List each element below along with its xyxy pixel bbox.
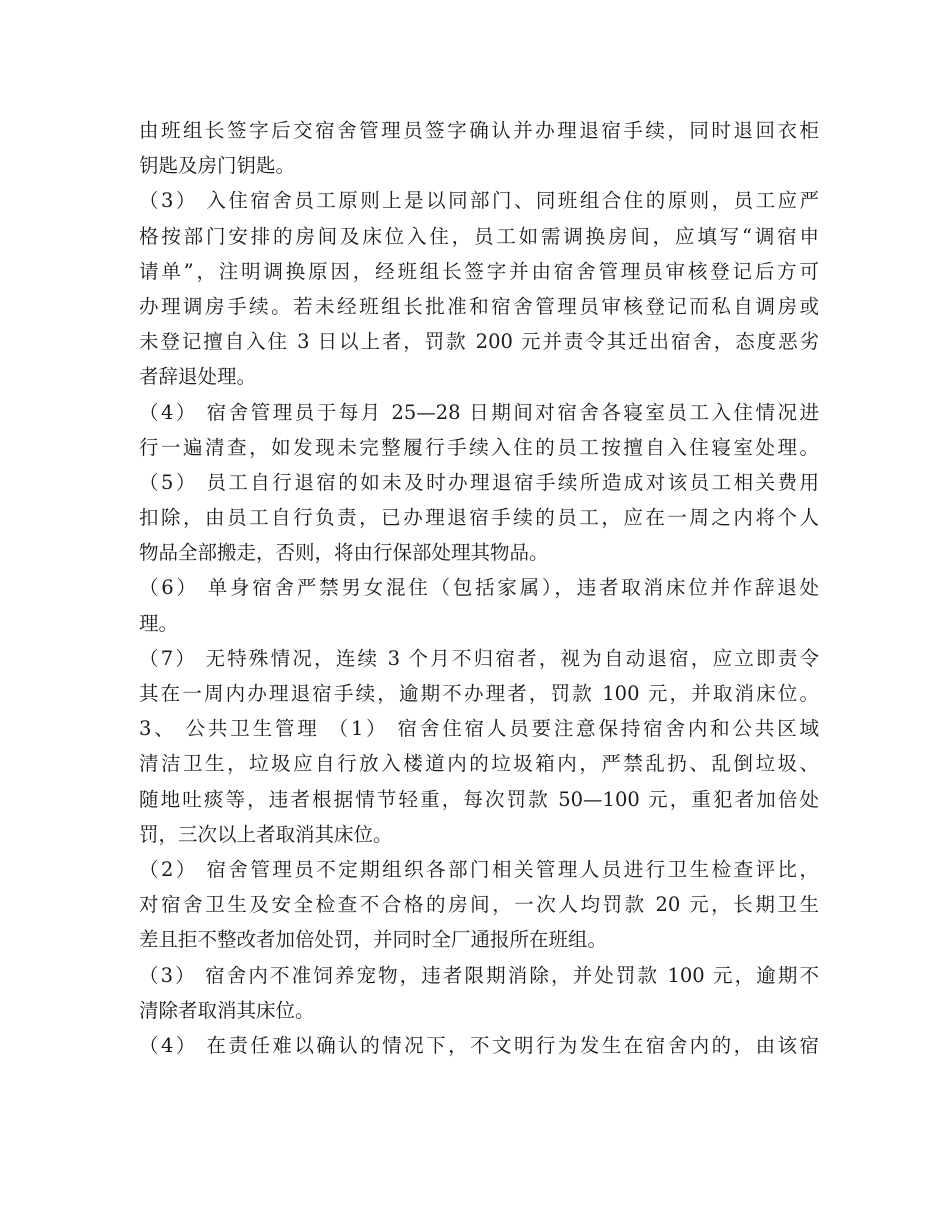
- text-line: 清洁卫生，垃圾应自行放入楼道内的垃圾箱内，严禁乱扔、乱倒垃圾、: [139, 752, 819, 776]
- text-line: 物品全部搬走，否则，将由行保部处理其物品。: [139, 541, 549, 565]
- text-line: 其在一周内办理退宿手续，逾期不办理者，罚款 100 元，并取消床位。: [139, 682, 819, 705]
- text-line: 请单”，注明调换原因，经班组长签字并由宿舍管理员审核登记后方可: [139, 259, 819, 283]
- text-line: 扣除，由员工自行负责，已办理退宿手续的员工，应在一周之内将个人: [139, 506, 819, 530]
- text-line: （4） 在责任难以确认的情况下，不文明行为发生在宿舍内的，由该宿: [139, 1033, 819, 1057]
- text-line: 者辞退处理。: [139, 365, 257, 389]
- text-line: 办理调房手续。若未经班组长批准和宿舍管理员审核登记而私自调房或: [139, 294, 819, 318]
- text-line: 清除者取消其床位。: [139, 998, 315, 1022]
- text-line: 差且拒不整改者加倍处罚，并同时全厂通报所在班组。: [139, 928, 608, 952]
- text-line: （6） 单身宿舍严禁男女混住（包括家属），违者取消床位并作辞退处: [139, 576, 819, 600]
- text-line: （5） 员工自行退宿的如未及时办理退宿手续所造成对该员工相关费用: [139, 470, 819, 494]
- document-body: [139, 113, 819, 1063]
- text-line: 未登记擅自入住 3 日以上者，罚款 200 元并责令其迁出宿舍，态度恶劣: [139, 330, 819, 354]
- text-line: 3、 公共卫生管理 （1） 宿舍住宿人员要注意保持宿舍内和公共区域: [139, 717, 819, 741]
- text-line: 对宿舍卫生及安全检查不合格的房间，一次人均罚款 20 元，长期卫生: [139, 893, 819, 917]
- text-line: （3） 宿舍内不准饲养宠物，违者限期消除，并处罚款 100 元，逾期不: [139, 963, 819, 987]
- text-line: （7） 无特殊情况，连续 3 个月不归宿者，视为自动退宿，应立即责令: [139, 646, 819, 670]
- text-line: （3） 入住宿舍员工原则上是以同部门、同班组合住的原则，员工应严: [139, 189, 819, 213]
- text-line: 随地吐痰等，违者根据情节轻重，每次罚款 50—100 元，重犯者加倍处: [139, 787, 819, 811]
- text-line: 罚，三次以上者取消其床位。: [139, 822, 393, 846]
- text-line: 行一遍清查，如发现未完整履行手续入住的员工按擅自入住寝室处理。: [139, 435, 819, 459]
- text-line: 钥匙及房门钥匙。: [139, 154, 296, 178]
- text-line: 由班组长签字后交宿舍管理员签字确认并办理退宿手续，同时退回衣柜: [139, 119, 819, 142]
- text-line: （4） 宿舍管理员于每月 25—28 日期间对宿舍各寝室员工入住情况进: [139, 400, 819, 424]
- text-line: （2） 宿舍管理员不定期组织各部门相关管理人员进行卫生检查评比，: [139, 857, 819, 881]
- text-line: 格按部门安排的房间及床位入住，员工如需调换房间，应填写“调宿申: [139, 224, 819, 248]
- text-line: 理。: [139, 611, 179, 635]
